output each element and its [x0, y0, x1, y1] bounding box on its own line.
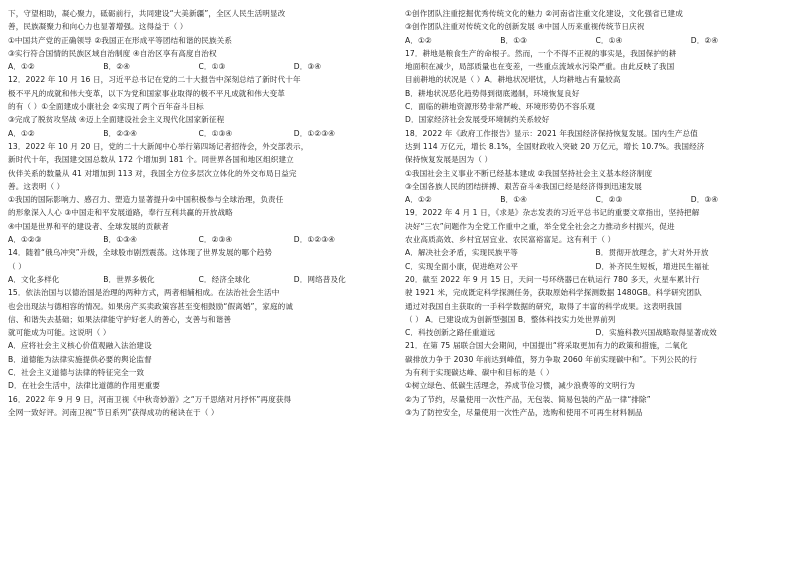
question-text: 农业高质高效、乡村宜居宜业、农民富裕富足。这有利于（ ） — [405, 235, 616, 245]
question-text: 17．耕地是粮食生产的命根子。然而，一个不得不正视的事实是，我国保护的耕 — [405, 48, 677, 58]
option-a: A．①② — [8, 62, 35, 72]
statement-item: ③实行符合国情的民族区域自治制度 ④自治区享有高度自治权 — [8, 48, 217, 58]
question-19 — [405, 206, 786, 272]
question-text: 也会出现法与德相容的情况。如果房产买卖政策容甚至变相鼓励“假离婚”，家庭的诚 — [8, 301, 294, 311]
statement-item: ①中国共产党的正确领导 ②我国正在形成平等团结和谐的民族关系 — [8, 35, 233, 45]
answer-options — [405, 260, 786, 273]
question-text: 决好“三农”问题作为全党工作重中之重，举全党全社会之力推动乡村振兴，促进 — [405, 221, 675, 231]
question-text: 20．截至 2022 年 9 月 15 日，天问一号环绕器已在轨运行 780 多天，火星车累计行 — [405, 274, 700, 284]
option-a: A．①② — [405, 35, 432, 45]
option-a: A．解决社会矛盾，实现民族平等 — [405, 248, 519, 258]
answer-options — [8, 60, 389, 73]
question-text: 达到 114 万亿元，增长 8.1%，全国财政收入突破 20 万亿元，增长 10.7%。我国经济 — [405, 141, 705, 151]
option-a: A．①② — [8, 128, 35, 138]
answer-options — [405, 326, 786, 339]
option-a: A．文化多样化 — [8, 274, 60, 284]
question-16-continued — [405, 7, 786, 47]
option-d: D．补齐民生短板，增进民生福祉 — [595, 261, 710, 271]
statement-item: ③创作团队注重对传统文化的创新发展 ④中国人历来重视传统节日庆祝 — [405, 22, 645, 32]
statement-item: ③全国各族人民的团结拼搏、艰苦奋斗④我国已经是经济得到迅速发展 — [405, 181, 642, 191]
question-text: 13．2022 年 10 月 20 日，党的二十大新闻中心举行第四场记者招待会，外交部表示， — [8, 141, 309, 151]
answer-options — [8, 273, 389, 286]
option-d: D．③④ — [293, 62, 322, 72]
option-d: D．在社会生活中，法律比道德的作用更重要 — [8, 381, 161, 391]
statement-item: ①创作团队注重挖掘优秀传统文化的魅力 ②河南省注重文化建设，文化强省已建成 — [405, 9, 683, 18]
question-text: 驶 1921 米，完成既定科学探测任务，获取原始科学探测数据 1480GB。科学研究团队 — [405, 288, 702, 298]
statement-item: ①我国社会主义事业不断已经基本建成 ②我国坚持社会主义基本经济制度 — [405, 168, 653, 178]
question-text: 18．2022 年《政府工作报告》显示：2021 年我国经济保持恢复发展。国内生产总值 — [405, 128, 698, 138]
question-13 — [8, 140, 389, 246]
answer-options — [405, 34, 786, 47]
question-text: 全网一致好评。河南卫视“节日系列”获得成功的秘诀在于（ ） — [8, 407, 219, 417]
option-a: A．①②③ — [8, 235, 42, 245]
option-c: C．经济全球化 — [198, 274, 251, 284]
question-text: 15．依法治国与以德治国是治理的两种方式，两者相辅相成。在法治社会生活中 — [8, 288, 280, 298]
option-c: C．面临的耕地资源形势非常严峻、环境形势仍不容乐观 — [405, 102, 596, 112]
option-c: C．科技创新之路任重道远 — [405, 328, 496, 338]
question-15 — [8, 286, 389, 392]
right-column — [405, 7, 786, 561]
option-c: C．①④ — [595, 35, 623, 45]
question-18 — [405, 127, 786, 207]
option-c: C．②③ — [595, 195, 623, 205]
option-a: A．应将社会主义核心价值观融入法治建设 — [8, 341, 152, 351]
answer-options — [8, 233, 389, 246]
option-b: B．①③④ — [103, 235, 137, 245]
statement-item: ③完成了脱贫攻坚战 ④迈上全面建设社会主义现代化国家新征程 — [8, 115, 225, 125]
option-c: C．实现全面小康，促进绝对公平 — [405, 261, 519, 271]
question-14 — [8, 246, 389, 286]
question-11 — [8, 7, 389, 73]
option-d: D．网络普及化 — [293, 274, 346, 284]
question-text: 14．随着“俄乌冲突”升级，全球股市剧烈震荡。这体现了世界发展的哪个趋势 — [8, 248, 273, 258]
option-d: D．③④ — [690, 195, 719, 205]
question-12 — [8, 73, 389, 139]
question-text: 极不平凡的成就和伟大变革，以下为党和国家事业取得的极不平凡成就和伟大变革 — [8, 88, 285, 98]
option-b: B．道德能为法律实施提供必要的舆论监督 — [8, 354, 152, 364]
question-text: 12．2022 年 10 月 16 日，习近平总书记在党的二十大报告中深刻总结了新时代十年 — [8, 75, 301, 85]
question-text: 信、和谐失去基础；如果法律能守护好老人的善心，支善与和谐善 — [8, 314, 232, 324]
question-text: 19．2022 年 4 月 1 日，《求是》杂志发表的习近平总书记的重要文章指出，坚持把解 — [405, 208, 700, 218]
question-text: （ ） A．已建设成为创新型强国 B．整体科技实力处世界前列 — [405, 314, 616, 324]
question-text: 新时代十年，我国建交国总数从 172 个增加到 181 个。同世界各国和地区组织建立 — [8, 155, 294, 165]
option-a: A．①② — [405, 195, 432, 205]
question-20 — [405, 273, 786, 339]
question-text: 地面积在减少，局部质量也在变差，一些重点流域水污染严重。由此反映了我国 — [405, 62, 675, 72]
question-text: 善，民族凝聚力和向心力也显著增强。这得益于（ ） — [8, 22, 188, 32]
option-d: D．①②③④ — [293, 128, 336, 138]
option-b: B．世界多极化 — [103, 274, 155, 284]
option-b: B．耕地状况恶化趋势得到彻底遏制，环境恢复良好 — [405, 88, 580, 98]
question-text: 保持恢复发展是因为（ ） — [405, 155, 493, 165]
option-d: D．①②③④ — [293, 235, 336, 245]
option-c: C．社会主义道德与法律的特征完全一致 — [8, 368, 145, 378]
question-text: 的有（ ）①全面建成小康社会 ②实现了两个百年奋斗目标 — [8, 102, 204, 112]
statement-item: ①树立绿色、低碳生活理念，养成节俭习惯，减少浪费等的文明行为 — [405, 381, 636, 391]
question-21 — [405, 339, 786, 419]
answer-options — [405, 246, 786, 259]
question-text: 目前耕地的状况是（ ）A．耕地状况堪忧，人均耕地占有量较高 — [405, 75, 621, 85]
question-text: 16．2022 年 9 月 9 日，河南卫视《中秋奇妙游》之“万千思绪对月抒怀”再度获得 — [8, 394, 292, 404]
question-text: 伙伴关系的数量从 41 对增加到 113 对，我国全方位多层次立体化的外交布局日益完 — [8, 168, 297, 178]
statement-item: ①我国的国际影响力、感召力、塑造力显著提升②中国积极参与全球治理，负责任 — [8, 195, 284, 205]
option-c: C．②③④ — [198, 235, 233, 245]
question-text: 善。这表明（ ） — [8, 181, 65, 191]
question-text: 就可能成为可能。这说明（ ） — [8, 328, 111, 338]
option-b: B．①④ — [500, 195, 528, 205]
answer-options — [405, 193, 786, 206]
question-17 — [405, 47, 786, 127]
option-c: C．①③ — [198, 62, 226, 72]
option-d: D．国家经济社会发展受环境制约关系较好 — [405, 115, 550, 125]
question-text: 21．在第 75 届联合国大会期间，中国提出“将采取更加有力的政策和措施，二氧化 — [405, 341, 688, 351]
option-b: B．贯彻开放理念，扩大对外开放 — [595, 248, 709, 258]
option-d: D．②④ — [690, 35, 719, 45]
question-text: 为有利于实现碳达峰、碳中和目标的是（ ） — [405, 368, 554, 378]
option-b: B．②③④ — [103, 128, 137, 138]
answer-options — [8, 127, 389, 140]
statement-item: ②为了节约，尽量使用一次性产品，无包装、简易包装的产品一律“排除” — [405, 394, 651, 404]
left-column — [8, 7, 389, 561]
option-c: C．①③④ — [198, 128, 233, 138]
statement-item: ④中国是世界和平的建设者、全球发展的贡献者 — [8, 221, 169, 231]
statement-item: 的形象深入人心 ③中国走和平发展道路，奉行互利共赢的开放战略 — [8, 208, 233, 218]
question-text: （ ） — [8, 261, 26, 271]
question-16 — [8, 393, 389, 420]
question-text: 碳排放力争于 2030 年前达到峰值，努力争取 2060 年前实现碳中和”。下列公民的行 — [405, 354, 698, 364]
option-b: B．②④ — [103, 62, 131, 72]
option-d: D．实施科教兴国战略取得显著成效 — [595, 328, 717, 338]
question-text: 通过对我国自主获取的一手科学数据的研究，取得了丰富的科学成果。这表明我国 — [405, 301, 682, 311]
question-text: 下，守望相助，凝心聚力，砥砺前行，共同建设“大美新疆”，全区人民生活明显改 — [8, 9, 286, 18]
option-b: B．①③ — [500, 35, 528, 45]
statement-item: ③为了防控安全，尽量使用一次性产品，选购和使用不可再生材料制品 — [405, 407, 643, 417]
